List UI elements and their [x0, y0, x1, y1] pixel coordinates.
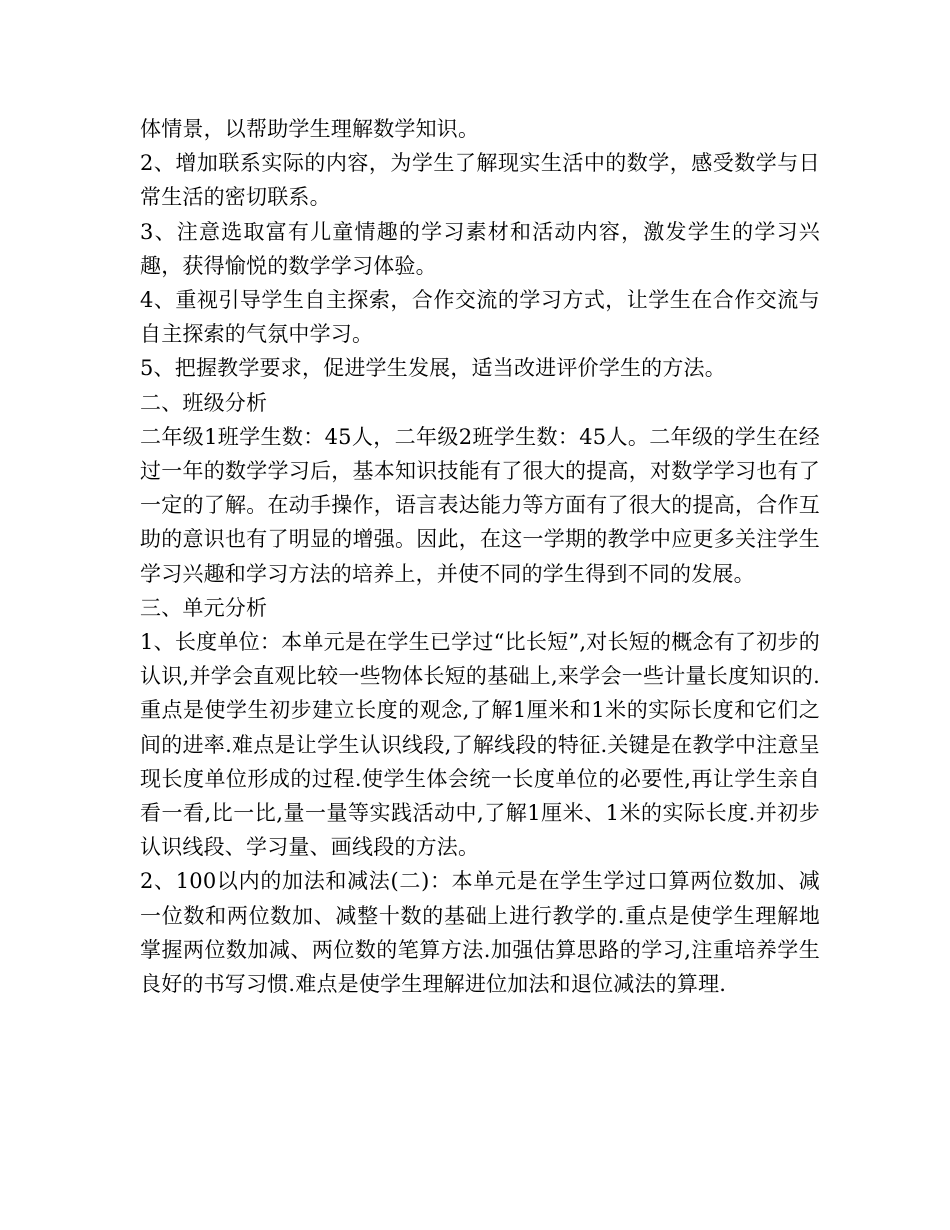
paragraph-unit-length: 1、长度单位：本单元是在学生已学过“比长短”,对长短的概念有了初步的认识,并学会直观比较一些物体长短的基础上,来学会一些计量长度知识的.重点是使学生初步建立长度的观念,了解1厘米和1米的实际长度和它们之间的进率.难点是让学生认识线段,了解线段的特征.关键是在教学中注意呈现长度单位形成的过程.使学生体会统一长度单位的必要性,再让学生亲自看一看,比一比,量一量等实践活动中,了解1厘米、1米的实际长度.并初步认识线段、学习量、画线段的方法。	[140, 630, 820, 860]
document-page	[140, 112, 820, 1001]
paragraph-unit-addition-subtraction: 2、100以内的加法和减法(二)：本单元是在学生学过口算两位数加、减一位数和两位数加、减整十数的基础上进行教学的.重点是使学生理解地掌握两位数加减、两位数的笔算方法.加强估算思路的学习,注重培养学生良好的书写习惯.难点是使学生理解进位加法和退位减法的算理.	[140, 869, 820, 997]
paragraph-continuation: 体情景，以帮助学生理解数学知识。	[140, 117, 480, 141]
paragraph-class-analysis: 二年级1班学生数：45人，二年级2班学生数：45人。二年级的学生在经过一年的数学学习后，基本知识技能有了很大的提高，对数学学习也有了一定的了解。在动手操作，语言表达能力等方面有了很大的提高，合作互助的意识也有了明显的增强。因此，在这一学期的教学中应更多关注学生学习兴趣和学习方法的培养上，并使不同的学生得到不同的发展。	[140, 424, 820, 586]
paragraph-point-5: 5、把握教学要求，促进学生发展，适当改进评价学生的方法。	[140, 356, 726, 381]
section-heading-class-analysis: 二、班级分析	[140, 390, 268, 415]
paragraph-point-3: 3、注意选取富有儿童情趣的学习素材和活动内容，激发学生的学习兴趣，获得愉悦的数学学习体验。	[140, 219, 820, 278]
paragraph-point-2: 2、增加联系实际的内容，为学生了解现实生活中的数学，感受数学与日常生活的密切联系。	[140, 151, 820, 210]
section-heading-unit-analysis: 三、单元分析	[140, 595, 268, 620]
paragraph-point-4: 4、重视引导学生自主探索，合作交流的学习方式，让学生在合作交流与自主探索的气氛中学习。	[140, 288, 820, 347]
